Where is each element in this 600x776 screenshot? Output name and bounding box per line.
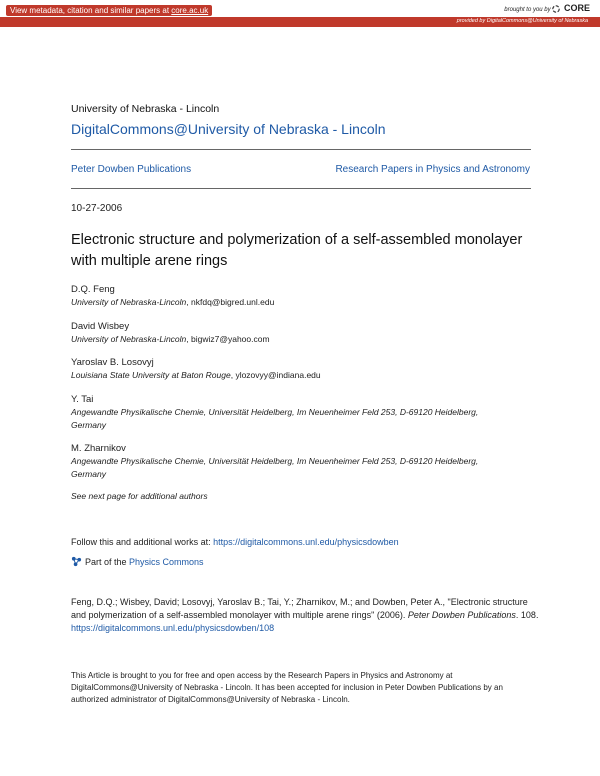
author-name: M. Zharnikov: [71, 443, 126, 454]
author-email: , bigwiz7@yahoo.com: [186, 334, 270, 344]
author-affiliation: [71, 296, 491, 309]
citation-journal: Peter Dowben Publications: [407, 610, 516, 620]
follow-text: Follow this and additional works at:: [71, 537, 214, 547]
follow-url-link[interactable]: https://digitalcommons.unl.edu/physicsdowben: [213, 537, 399, 547]
affiliation-text: University of Nebraska-Lincoln: [71, 297, 187, 307]
author-affiliation: [71, 406, 491, 432]
affiliation-text: University of Nebraska-Lincoln: [71, 334, 187, 344]
affiliation-text: Angewandte Physikalische Chemie, Universität Heidelberg, Im Neuenheimer Feld 253, D-69120 Heidelberg, Germany: [71, 456, 479, 479]
commons-network-icon: [71, 556, 82, 567]
collection-link-right[interactable]: Research Papers in Physics and Astronomy: [335, 164, 530, 175]
author-email: , nkfdq@bigred.unl.edu: [186, 297, 275, 307]
part-of-text: Part of the: [85, 557, 130, 567]
publication-date: 10-27-2006: [71, 203, 123, 214]
author-affiliation: [71, 455, 491, 481]
see-next-page-note: See next page for additional authors: [71, 491, 208, 501]
author-affiliation: [71, 369, 491, 382]
university-name: University of Nebraska - Lincoln: [71, 103, 220, 115]
follow-works: [71, 537, 399, 547]
affiliation-text: Louisiana State University at Baton Rouge: [71, 370, 231, 380]
citation-number: . 108.: [515, 610, 539, 620]
author-name: D.Q. Feng: [71, 284, 115, 295]
author-email: , ylozovyy@indiana.edu: [230, 370, 321, 380]
author-name: Y. Tai: [71, 394, 94, 405]
brought-to-you-by[interactable]: [504, 3, 590, 13]
provided-by-text: provided by DigitalCommons@University of Nebraska: [456, 18, 588, 24]
physics-commons-link[interactable]: Physics Commons: [129, 557, 204, 567]
paper-title: Electronic structure and polymerization of a self-assembled monolayer with multiple arene rings: [71, 232, 523, 269]
core-logo-text: CORE: [563, 3, 590, 13]
author-affiliation: [71, 333, 491, 346]
citation-block: [71, 596, 541, 635]
divider: [71, 188, 531, 189]
metadata-link-text: View metadata, citation and similar papers at: [10, 6, 172, 15]
brought-to-you-text: brought to you by: [504, 7, 551, 13]
citation-text: Feng, D.Q.; Wisbey, David; Losovyj, Yaroslav B.; Tai, Y.; Zharnikov, M.; and Dowben, Peter A., "Electronic structure and polymerization of a self-assembled monolayer with multiple arene rings" (2006).: [71, 597, 528, 620]
provided-by-strip: [0, 17, 600, 27]
access-statement: This Article is brought to you for free and open access by the Research Papers in Physics and Astronomy at DigitalCommons@University of Nebraska - Lincoln. It has been accepted for inclusion in Peter Dowben Publications by an authorized administrator of DigitalCommons@University of Nebraska - Lincoln.: [71, 671, 503, 704]
citation-url-link[interactable]: https://digitalcommons.unl.edu/physicsdowben/108: [71, 623, 275, 633]
view-metadata-link[interactable]: [6, 5, 212, 16]
affiliation-text: Angewandte Physikalische Chemie, Universität Heidelberg, Im Neuenheimer Feld 253, D-69120 Heidelberg, Germany: [71, 407, 479, 430]
divider: [71, 149, 531, 150]
part-of: [71, 556, 204, 567]
core-site-link[interactable]: core.ac.uk: [171, 6, 209, 15]
core-logo-icon: [552, 5, 560, 13]
author-name: Yaroslav B. Losovyj: [71, 357, 154, 368]
author-name: David Wisbey: [71, 321, 130, 332]
collection-link-left[interactable]: Peter Dowben Publications: [71, 164, 192, 175]
repository-link[interactable]: DigitalCommons@University of Nebraska - Lincoln: [71, 121, 386, 137]
